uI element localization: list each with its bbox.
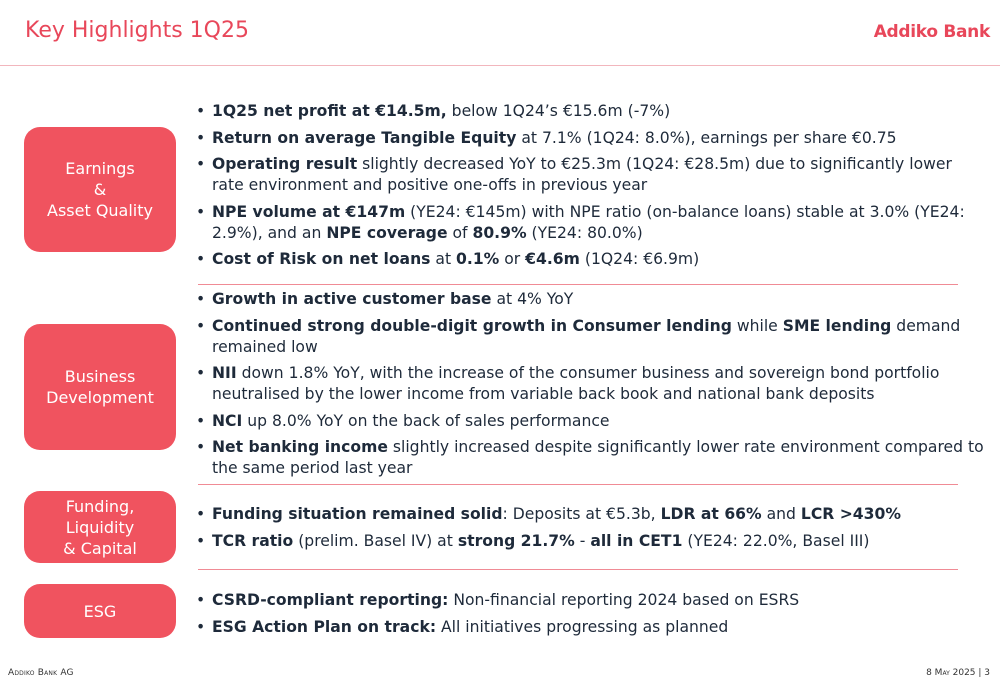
- bullet-text: Non-financial reporting 2024 based on ESRS: [448, 591, 800, 609]
- bullet-bold-text: 0.1%: [456, 250, 500, 268]
- pill-esg: [24, 584, 176, 638]
- section-divider: [198, 569, 958, 570]
- bullet-bold-text: strong 21.7%: [457, 531, 575, 550]
- footer-company: Addiko Bank AG: [8, 668, 74, 678]
- bullet-bold-text: SME lending: [782, 316, 892, 335]
- pill-label: Earnings & Asset Quality: [47, 159, 153, 220]
- pill-earnings-asset-quality: [24, 127, 176, 252]
- bullet-text: down 1.8% YoY, with the increase of the consumer business and sovereign bond portfolio neutralised by the lower income from variable back book and national bank deposits: [212, 364, 940, 403]
- section-divider: [198, 284, 958, 285]
- bullet-bold-text: Funding situation remained solid: [212, 505, 503, 523]
- bullet-item: [196, 154, 986, 196]
- bullet-text: slightly increased despite significantly lower rate environment compared to the same period last year: [212, 438, 984, 477]
- bullet-item: [196, 289, 986, 310]
- bullet-bold-text: NII: [212, 364, 237, 382]
- bullet-item: [196, 437, 986, 479]
- bullet-item: [196, 316, 986, 358]
- bullet-bold-text: LCR >430%: [800, 505, 901, 523]
- bullet-bold-text: €4.6m: [525, 250, 580, 268]
- bullet-bold-text: all in CET1: [590, 531, 683, 550]
- section-earnings-bullets: [196, 101, 986, 270]
- bullet-text: (YE24: 80.0%): [526, 223, 643, 242]
- bullet-item: [196, 363, 986, 405]
- bullet-item: [196, 101, 986, 122]
- bullet-bold-text: ESG Action Plan on track:: [212, 617, 437, 636]
- bullet-text: (1Q24: €6.9m): [579, 250, 700, 268]
- bullet-text: while: [731, 316, 783, 335]
- bullet-text: All initiatives progressing as planned: [436, 617, 729, 636]
- bullet-item: [196, 504, 986, 525]
- pill-funding-liquidity-capital: [24, 491, 176, 563]
- bullet-bold-text: Growth in active customer base: [212, 290, 492, 308]
- bullet-bold-text: NCI: [212, 411, 243, 430]
- section-esg-bullets: [196, 590, 986, 638]
- bullet-text: : Deposits at €5.3b,: [502, 505, 661, 523]
- bullet-item: [196, 590, 986, 611]
- bullet-text: below 1Q24’s €15.6m (-7%): [446, 102, 671, 120]
- bullet-text: of: [447, 223, 473, 242]
- bullet-text: at 7.1% (1Q24: 8.0%), earnings per share €0.75: [516, 128, 897, 147]
- bullet-bold-text: 1Q25 net profit at €14.5m,: [212, 102, 447, 120]
- bullet-item: [196, 249, 986, 270]
- bullet-bold-text: LDR at 66%: [660, 505, 762, 523]
- bullet-bold-text: NPE volume at €147m: [212, 202, 406, 221]
- pill-label: ESG: [83, 601, 117, 621]
- bullet-bold-text: NPE coverage: [326, 223, 448, 242]
- bullet-text: (YE24: €145m) with NPE ratio (on-balance loans) stable at 3.0% (YE24: 2.9%), and an: [212, 202, 965, 242]
- bullet-text: up 8.0% YoY on the back of sales performance: [242, 411, 610, 430]
- section-divider: [198, 484, 958, 485]
- bullet-text: demand remained low: [212, 316, 961, 356]
- page-title: Key Highlights 1Q25: [25, 18, 249, 43]
- bullet-item: [196, 411, 986, 432]
- bullet-item: [196, 128, 986, 149]
- bullet-text: slightly decreased YoY to €25.3m (1Q24: €28.5m) due to significantly lower rate environment and positive one-offs in previous year: [212, 155, 952, 194]
- bullet-item: [196, 617, 986, 638]
- bullet-bold-text: TCR ratio: [212, 531, 294, 550]
- bullet-text: at 4% YoY: [491, 290, 574, 308]
- bullet-text: and: [761, 505, 801, 523]
- bullet-text: (YE24: 22.0%, Basel III): [682, 531, 870, 550]
- bullet-item: [196, 202, 986, 244]
- header-divider: [0, 65, 1000, 66]
- pill-label: Funding, Liquidity & Capital: [63, 496, 137, 558]
- bullet-bold-text: Cost of Risk on net loans: [212, 250, 431, 268]
- bullet-bold-text: 80.9%: [472, 223, 527, 242]
- bullet-text: or: [499, 250, 526, 268]
- bullet-bold-text: Return on average Tangible Equity: [212, 128, 517, 147]
- pill-business-development: [24, 324, 176, 450]
- bullet-item: [196, 531, 986, 552]
- footer-date-page: 8 May 2025 | 3: [926, 668, 990, 678]
- bullet-bold-text: Continued strong double-digit growth in Consumer lending: [212, 316, 732, 335]
- section-business-bullets: [196, 289, 986, 479]
- bullet-text: (prelim. Basel IV) at: [293, 531, 458, 550]
- bullet-bold-text: Operating result: [212, 155, 358, 173]
- pill-label: Business Development: [46, 367, 154, 407]
- bullet-bold-text: CSRD-compliant reporting:: [212, 591, 449, 609]
- brand-logo: Addiko Bank: [873, 22, 990, 42]
- section-funding-bullets: [196, 504, 986, 552]
- bullet-text: at: [430, 250, 457, 268]
- bullet-text: -: [574, 531, 591, 550]
- bullet-bold-text: Net banking income: [212, 438, 388, 456]
